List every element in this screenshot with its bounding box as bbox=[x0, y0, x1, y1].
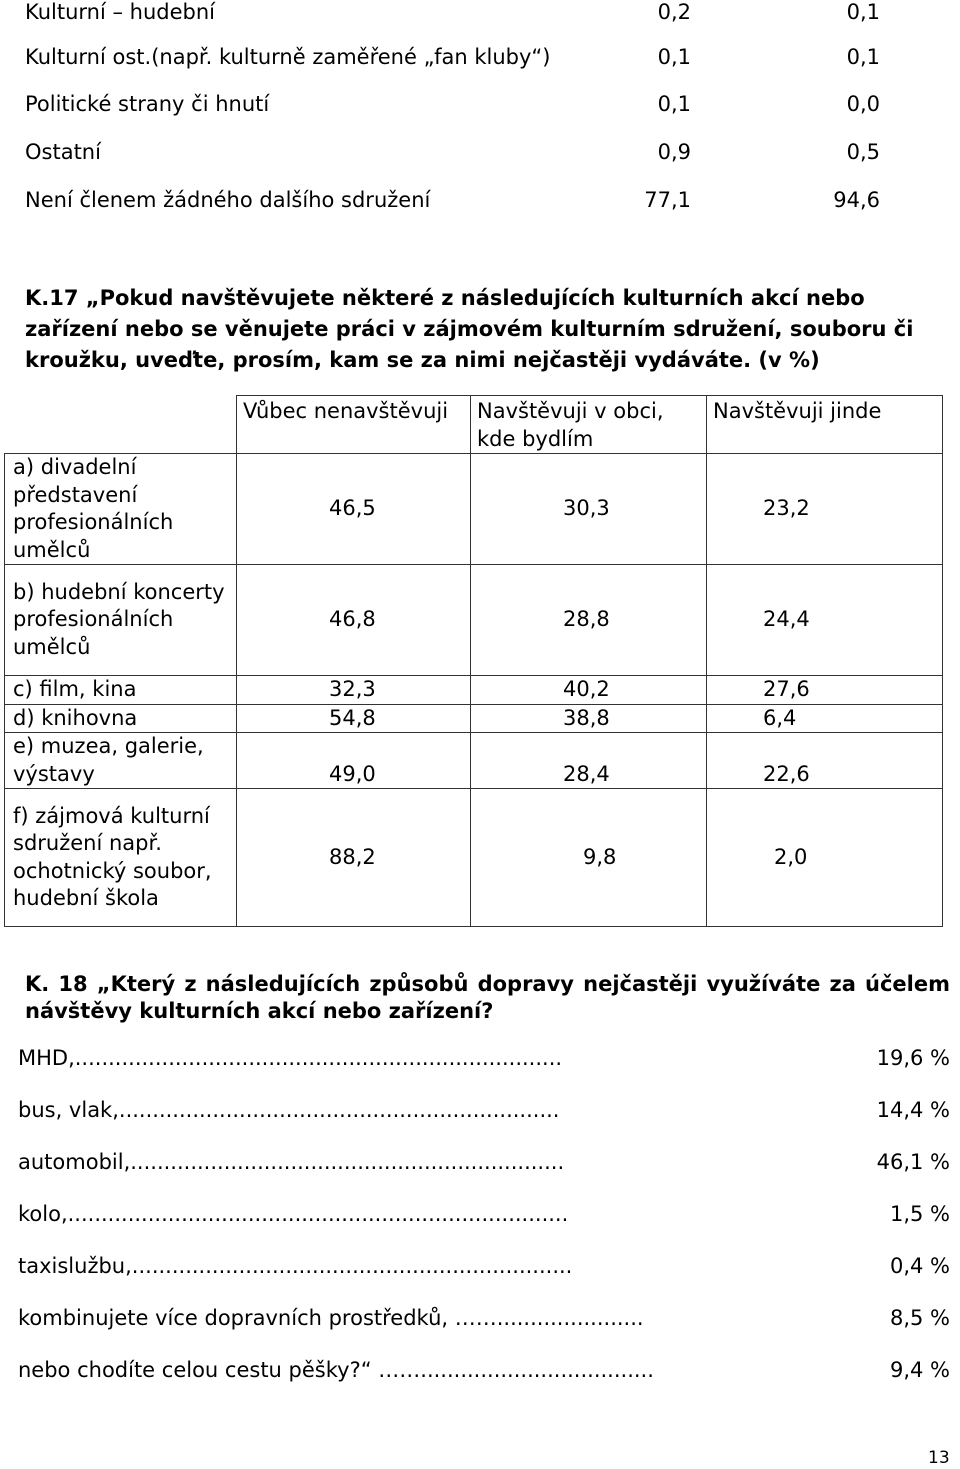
cell-value: 46,5 bbox=[329, 496, 376, 521]
cell-value: 2,0 bbox=[774, 844, 808, 869]
top-row bbox=[25, 92, 905, 122]
top-row bbox=[25, 188, 905, 218]
table-row bbox=[5, 676, 943, 705]
transport-label: kolo,........................................................................... bbox=[18, 1202, 569, 1226]
table-row bbox=[5, 733, 943, 789]
header-cell-empty bbox=[5, 396, 237, 454]
question-18-heading: K. 18 „Který z následujících způsobů dopravy nejčastěji využíváte za účelem návštěvy kulturních akcí nebo zařízení? bbox=[25, 972, 950, 1023]
cell-value: 28,8 bbox=[563, 607, 610, 632]
question-17-heading: K.17 „Pokud navštěvujete některé z následujících kulturních akcí nebo zařízení nebo se věnujete práci v zájmovém kulturním sdružení, souboru či kroužku, uveďte, prosím, kam se za nimi nejčastěji vydáváte. (v %) bbox=[25, 286, 914, 372]
row-value-2: 94,6 bbox=[833, 188, 880, 212]
table-header-row bbox=[5, 396, 943, 454]
cell-value: 22,6 bbox=[763, 761, 810, 786]
cell-value: 28,4 bbox=[563, 761, 610, 786]
transport-item bbox=[18, 1254, 958, 1284]
cell-value: 88,2 bbox=[329, 844, 376, 869]
transport-label: kombinujete více dopravních prostředků, ……...................... bbox=[18, 1306, 644, 1330]
row-value-1: 0,1 bbox=[657, 45, 691, 69]
row-label: Kulturní ost.(např. kulturně zaměřené „fan kluby“) bbox=[25, 45, 551, 69]
transport-item bbox=[18, 1046, 958, 1076]
cell-value: 32,3 bbox=[329, 677, 376, 701]
table-row bbox=[5, 565, 943, 676]
cell-value: 27,6 bbox=[763, 677, 810, 701]
transport-item bbox=[18, 1150, 958, 1180]
transport-item bbox=[18, 1358, 958, 1388]
cell-value: 9,8 bbox=[583, 844, 617, 869]
row-value-2: 0,1 bbox=[846, 0, 880, 24]
cell-value: 6,4 bbox=[763, 705, 797, 730]
transport-label: nebo chodíte celou cestu pěšky?“ ……................................... bbox=[18, 1358, 654, 1382]
row-value-2: 0,5 bbox=[846, 140, 880, 164]
cell-value: 38,8 bbox=[563, 705, 610, 730]
row-label: Ostatní bbox=[25, 140, 101, 164]
row-label: Politické strany či hnutí bbox=[25, 92, 270, 116]
row-label: b) hudební koncerty profesionálních umělců bbox=[5, 565, 237, 676]
table-row bbox=[5, 704, 943, 733]
row-value-1: 0,2 bbox=[657, 0, 691, 24]
transport-label: bus, vlak,.................................................................. bbox=[18, 1098, 560, 1122]
transport-label: automobil,................................................................. bbox=[18, 1150, 565, 1174]
table-row bbox=[5, 454, 943, 565]
transport-label: taxislužbu,.................................................................. bbox=[18, 1254, 573, 1278]
transport-item bbox=[18, 1306, 958, 1336]
page-number: 13 bbox=[928, 1448, 950, 1468]
table-row bbox=[5, 789, 943, 927]
row-label: f) zájmová kulturní sdružení např. ochotnický soubor, hudební škola bbox=[5, 789, 237, 927]
row-value-1: 77,1 bbox=[644, 188, 691, 212]
cell-value: 23,2 bbox=[763, 496, 810, 521]
transport-value: 19,6 % bbox=[876, 1046, 950, 1070]
top-row bbox=[25, 0, 905, 30]
transport-value: 1,5 % bbox=[889, 1202, 950, 1226]
row-value-1: 0,9 bbox=[657, 140, 691, 164]
row-label: a) divadelní představení profesionálních umělců bbox=[5, 454, 237, 565]
row-label: Není členem žádného dalšího sdružení bbox=[25, 188, 431, 212]
row-value-1: 0,1 bbox=[657, 92, 691, 116]
row-label: e) muzea, galerie, výstavy bbox=[5, 733, 237, 789]
row-value-2: 0,0 bbox=[846, 92, 880, 116]
transport-value: 0,4 % bbox=[889, 1254, 950, 1278]
transport-value: 9,4 % bbox=[889, 1358, 950, 1382]
top-row bbox=[25, 140, 905, 170]
cell-value: 40,2 bbox=[563, 677, 610, 701]
cell-value: 54,8 bbox=[329, 705, 376, 730]
cell-value: 24,4 bbox=[763, 607, 810, 632]
header-cell: Vůbec nenavštěvuji bbox=[237, 396, 471, 454]
row-label: c) film, kina bbox=[5, 676, 237, 705]
cell-value: 46,8 bbox=[329, 607, 376, 632]
row-label: d) knihovna bbox=[5, 704, 237, 733]
row-label: Kulturní – hudební bbox=[25, 0, 216, 24]
row-value-2: 0,1 bbox=[846, 45, 880, 69]
transport-value: 46,1 % bbox=[876, 1150, 950, 1174]
cell-value: 30,3 bbox=[563, 496, 610, 521]
transport-label: MHD,......................................................................... bbox=[18, 1046, 563, 1070]
header-cell: Navštěvuji v obci, kde bydlím bbox=[471, 396, 707, 454]
transport-value: 8,5 % bbox=[889, 1306, 950, 1330]
header-cell: Navštěvuji jinde bbox=[707, 396, 943, 454]
question-17-table bbox=[4, 395, 943, 927]
transport-item bbox=[18, 1202, 958, 1232]
transport-value: 14,4 % bbox=[876, 1098, 950, 1122]
cell-value: 49,0 bbox=[329, 761, 376, 786]
top-row bbox=[25, 45, 905, 75]
transport-item bbox=[18, 1098, 958, 1128]
